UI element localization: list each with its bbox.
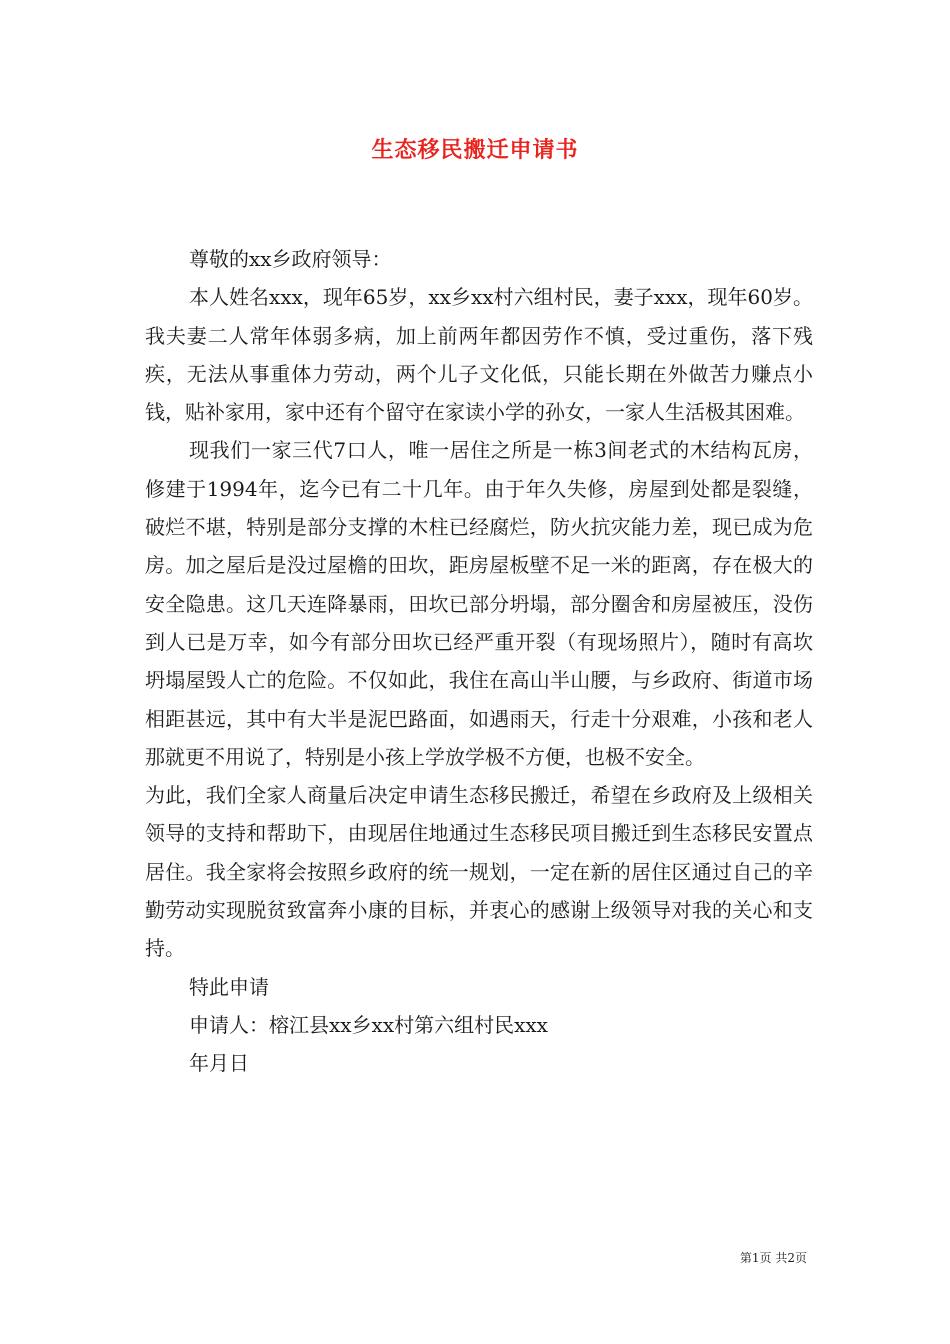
document-title: 生态移民搬迁申请书 [371, 137, 579, 163]
paragraph-2: 现我们一家三代7口人，唯一居住之所是一栋3间老式的木结构瓦房，修建于1994年，迄今已有二十几年。由于年久失修，房屋到处都是裂缝，破烂不堪，特别是部分支撑的木柱已经腐烂，防火抗灾能力差，现已成为危房。加之屋后是没过屋檐的田坎，距房屋板壁不足一米的距离，存在极大的安全隐患。这几天连降暴雨，田坎已部分坍塌，部分圈舍和房屋被压，没伤到人已是万幸，如今有部分田坎已经严重开裂（有现场照片），随时有高坎坍塌屋毁人亡的危险。不仅如此，我住在高山半山腰，与乡政府、街道市场相距甚远，其中有大半是泥巴路面，如遇雨天，行走十分艰难，小孩和老人那就更不用说了，特别是小孩上学放学极不方便，也极不安全。 [145, 438, 813, 769]
document-body [145, 240, 813, 1083]
paragraph-1: 本人姓名xxx，现年65岁，xx乡xx村六组村民，妻子xxx，现年60岁。我夫妻二人常年体弱多病，加上前两年都因劳作不慎，受过重伤，落下残疾，无法从事重体力劳动，两个儿子文化低，只能长期在外做苦力赚点小钱，贴补家用，家中还有个留守在家读小学的孙女，一家人生活极其困难。 [145, 285, 813, 425]
applicant-line: 申请人：榕江县xx乡xx村第六组村民xxx [189, 1012, 548, 1037]
page-number: 第1页 共2页 [739, 1251, 807, 1265]
date-line: 年月日 [189, 1051, 249, 1076]
closing-line: 特此申请 [189, 974, 269, 999]
paragraph-3: 为此，我们全家人商量后决定申请生态移民搬迁，希望在乡政府及上级相关领导的支持和帮助下，由现居住地通过生态移民项目搬迁到生态移民安置点居住。我全家将会按照乡政府的统一规划，一定在新的居住区通过自己的辛勤劳动实现脱贫致富奔小康的目标，并衷心的感谢上级领导对我的关心和支持。 [145, 783, 813, 961]
greeting: 尊敬的xx乡政府领导： [189, 247, 392, 271]
